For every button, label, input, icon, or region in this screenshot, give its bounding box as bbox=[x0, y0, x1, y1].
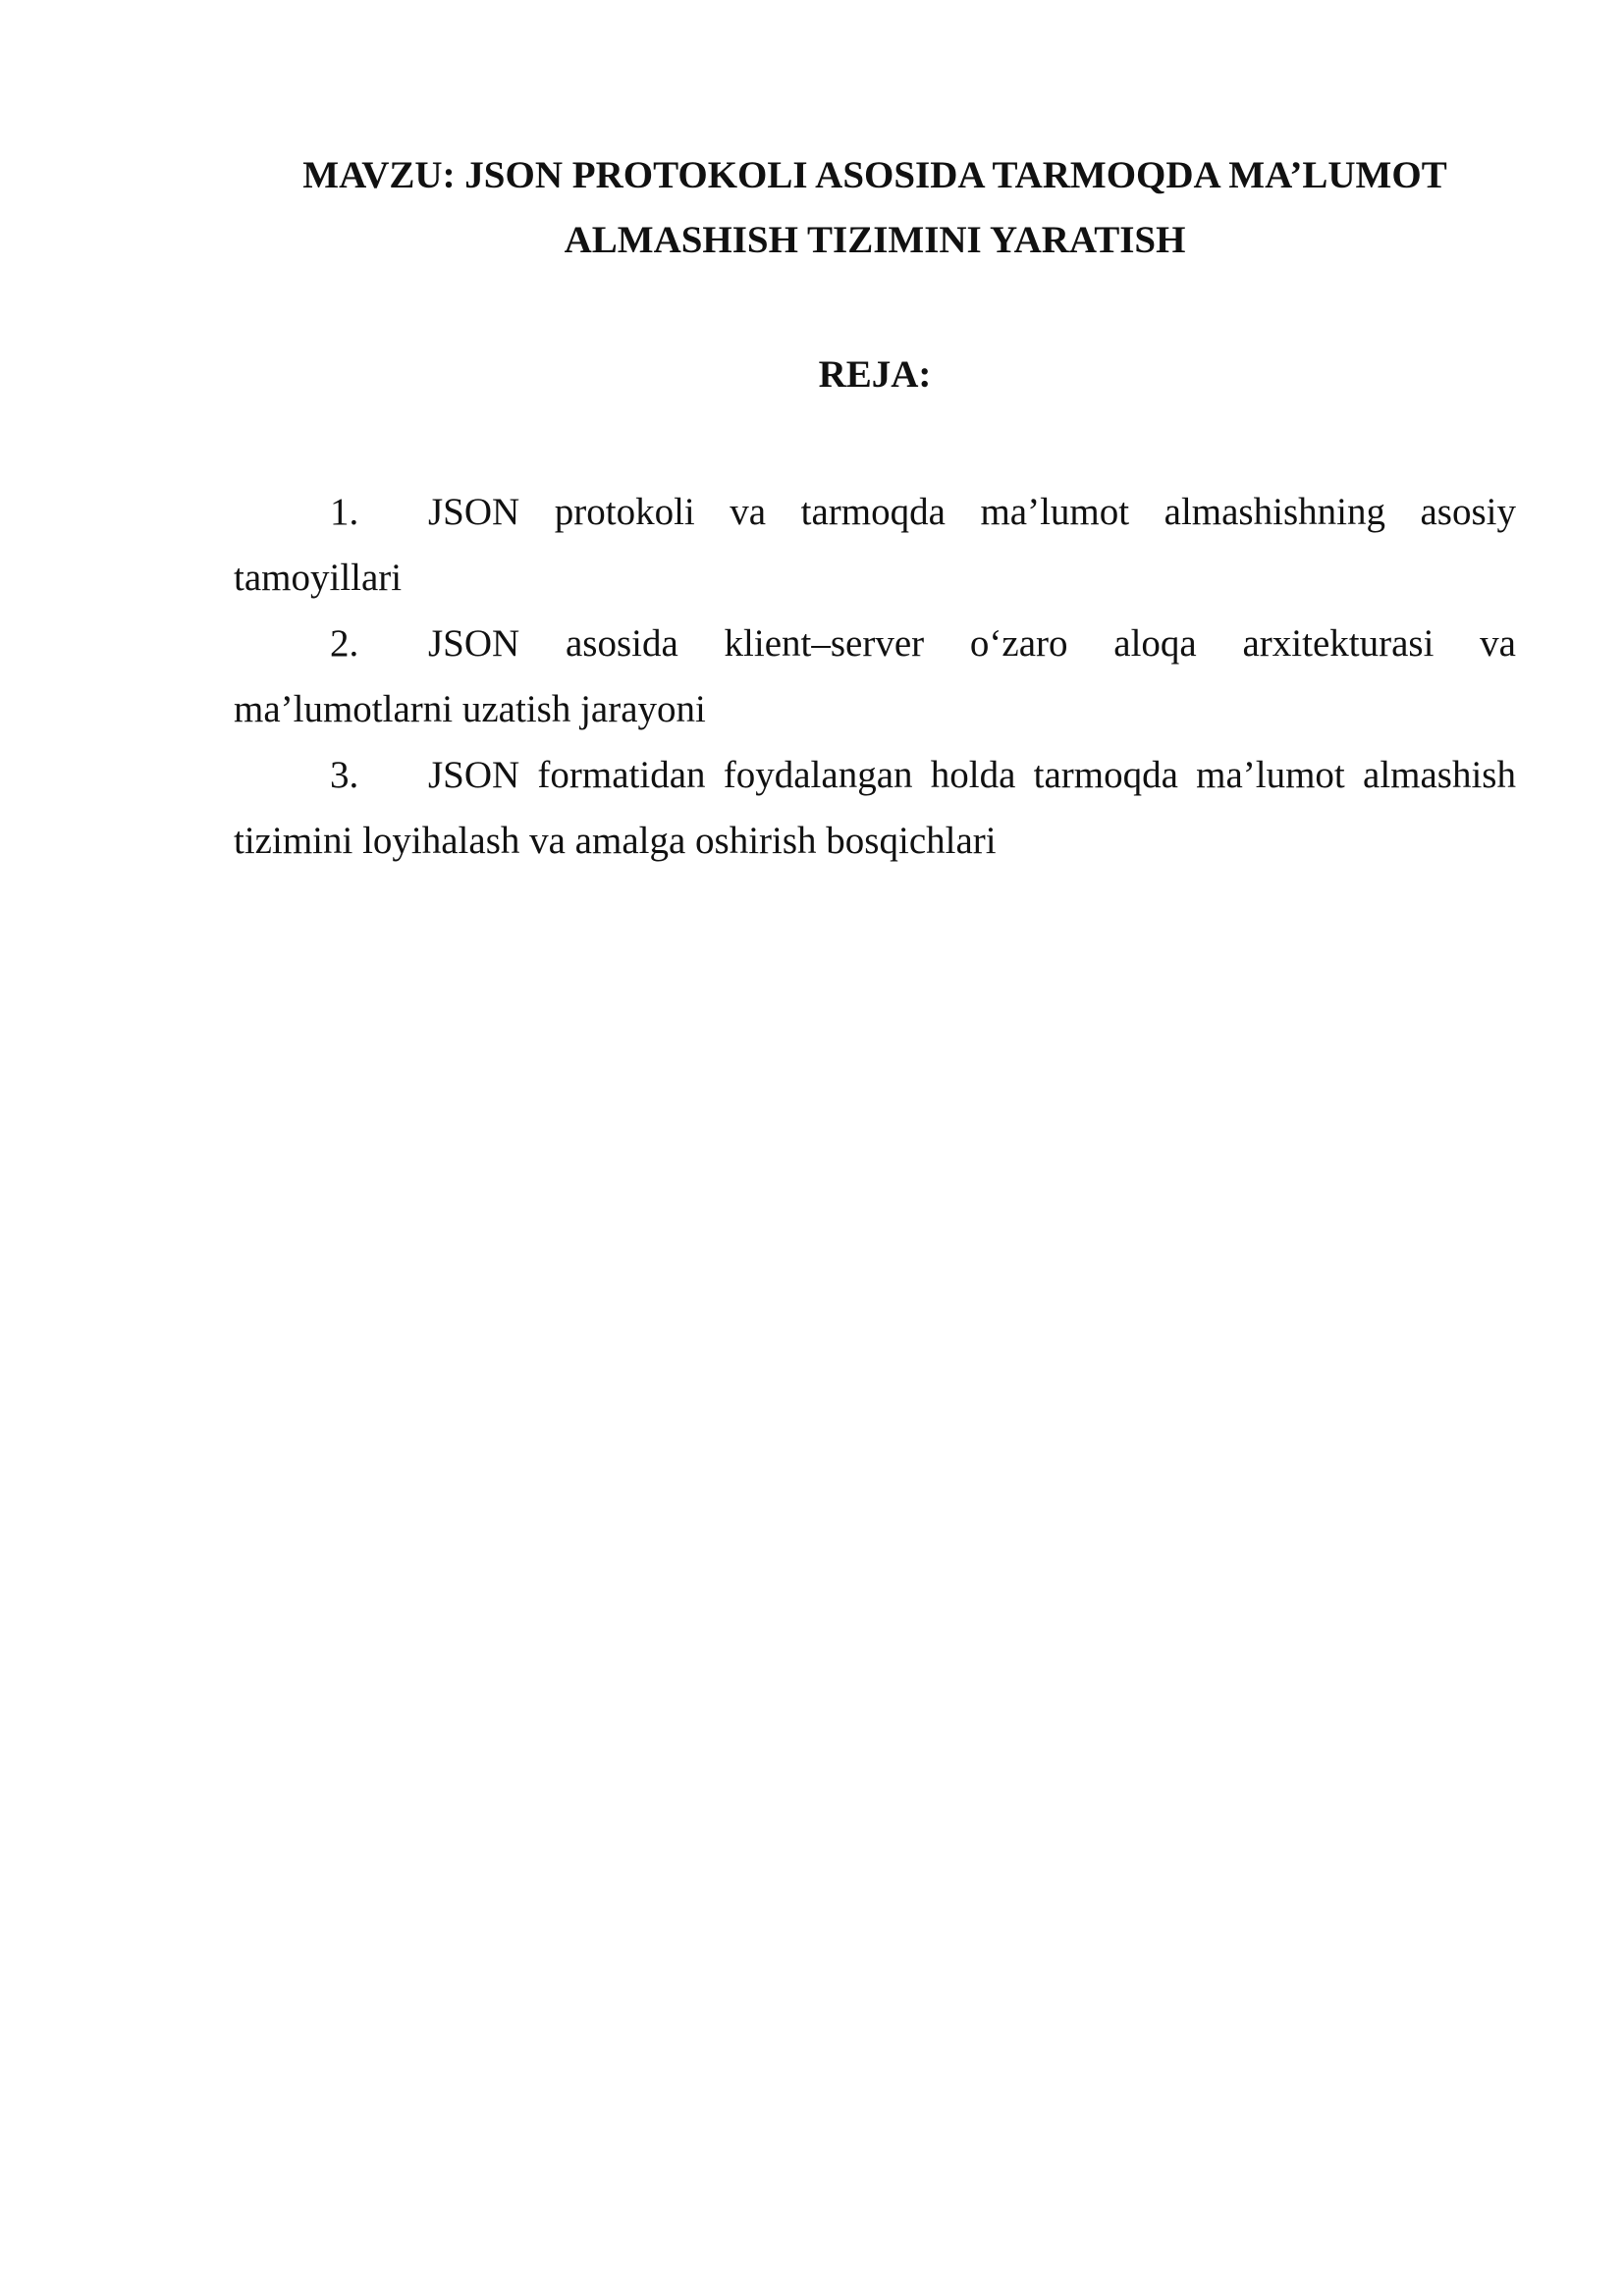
plan-item-text: JSON asosida klient–server o‘zaro aloqa arxitekturasi va ma’lumotlarni uzatish jarayoni bbox=[234, 622, 1516, 730]
plan-heading: REJA: bbox=[818, 353, 932, 396]
document-title-line-1: MAVZU: JSON PROTOKOLI ASOSIDA TARMOQDA MA’LUMOT bbox=[302, 154, 1447, 196]
plan-item-text: JSON protokoli va tarmoqda ma’lumot almashishning asosiy tamoyillari bbox=[234, 491, 1516, 599]
plan-item-number: 3. bbox=[330, 754, 359, 796]
document-title-line-2: ALMASHISH TIZIMINI YARATISH bbox=[564, 219, 1186, 261]
plan-item-number: 1. bbox=[330, 491, 359, 533]
plan-item-text: JSON formatidan foydalangan holda tarmoqda ma’lumot almashish tizimini loyihalash va amalga oshirish bosqichlari bbox=[234, 754, 1516, 862]
plan-item-number: 2. bbox=[330, 622, 359, 665]
plan-list bbox=[234, 479, 1516, 874]
plan-item-1 bbox=[234, 479, 1516, 611]
document-title bbox=[234, 143, 1516, 273]
plan-item-3 bbox=[234, 742, 1516, 874]
plan-item-2 bbox=[234, 611, 1516, 742]
